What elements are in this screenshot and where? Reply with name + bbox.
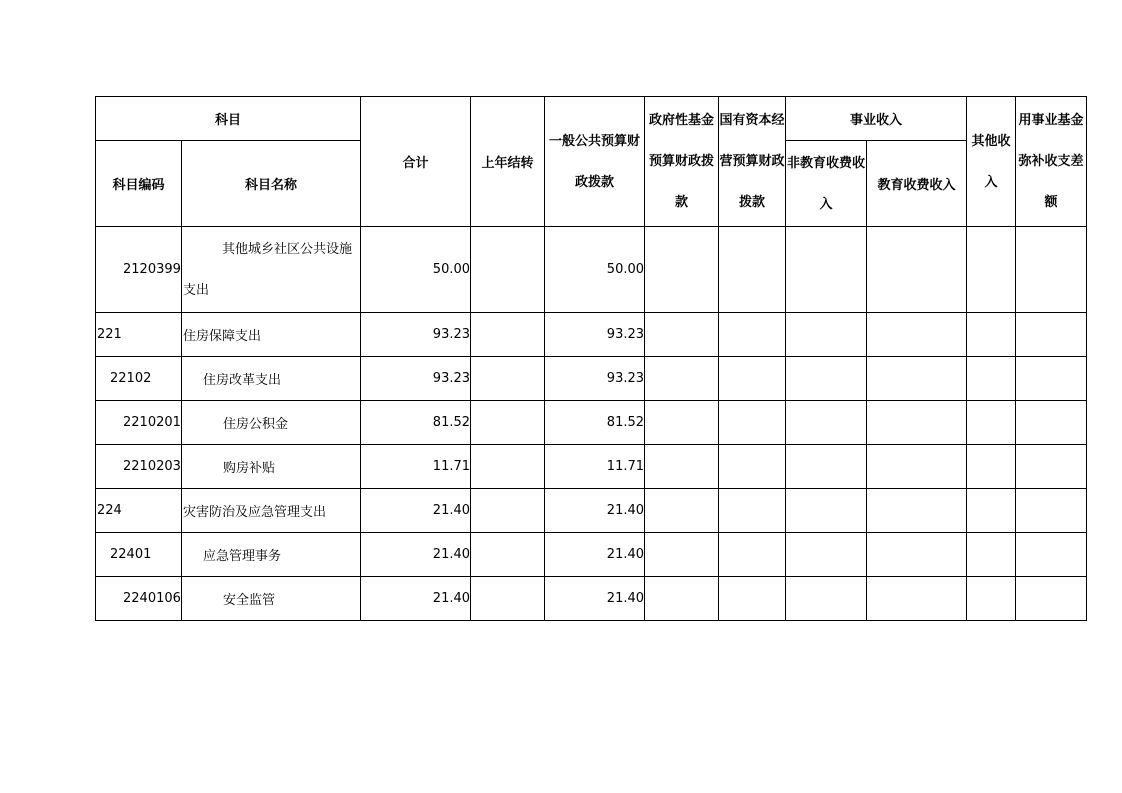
- row-total: 21.40: [361, 577, 471, 621]
- row-name: 住房改革支出: [182, 357, 361, 401]
- row-fund-cover: [1016, 445, 1087, 489]
- table-row: [96, 489, 1087, 533]
- row-total: 11.71: [361, 445, 471, 489]
- row-other-income: [967, 401, 1016, 445]
- row-edu-fee: [867, 445, 967, 489]
- row-gov-fund: [645, 227, 719, 313]
- header-general-budget-label: 一般公共预算财政拨款: [549, 133, 641, 190]
- row-fund-cover: [1016, 489, 1087, 533]
- row-code: 2120399: [96, 227, 182, 313]
- row-total: 50.00: [361, 227, 471, 313]
- row-fund-cover: [1016, 357, 1087, 401]
- row-fund-cover: [1016, 533, 1087, 577]
- row-name: [182, 227, 361, 313]
- table-row: [96, 445, 1087, 489]
- row-code: 224: [96, 489, 182, 533]
- row-fund-cover: [1016, 313, 1087, 357]
- row-name-line: 支出: [183, 282, 210, 298]
- row-carryover: [471, 489, 545, 533]
- header-state-capital-label: 国有资本经营预算财政拨款: [719, 113, 785, 210]
- row-code: 221: [96, 313, 182, 357]
- row-state-capital: [719, 577, 786, 621]
- budget-table: [95, 96, 1087, 621]
- row-state-capital: [719, 313, 786, 357]
- row-general-budget: 81.52: [545, 401, 645, 445]
- row-other-income: [967, 533, 1016, 577]
- row-non-edu-fee: [786, 577, 867, 621]
- row-name: 住房公积金: [182, 401, 361, 445]
- row-state-capital: [719, 401, 786, 445]
- row-non-edu-fee: [786, 357, 867, 401]
- header-edu-fee: 教育收费收入: [867, 141, 967, 227]
- row-name: 安全监管: [182, 577, 361, 621]
- header-other-income: [967, 97, 1016, 227]
- row-general-budget: 21.40: [545, 489, 645, 533]
- row-other-income: [967, 227, 1016, 313]
- row-other-income: [967, 489, 1016, 533]
- header-general-budget: [545, 97, 645, 227]
- row-general-budget: 50.00: [545, 227, 645, 313]
- row-code: 22401: [96, 533, 182, 577]
- row-name: 灾害防治及应急管理支出: [182, 489, 361, 533]
- row-general-budget: 21.40: [545, 533, 645, 577]
- row-gov-fund: [645, 577, 719, 621]
- table-row: [96, 357, 1087, 401]
- row-name-line: 其他城乡社区公共设施: [222, 241, 353, 257]
- header-non-edu-fee-label: 非教育收费收入: [787, 155, 866, 212]
- row-other-income: [967, 313, 1016, 357]
- row-total: 81.52: [361, 401, 471, 445]
- row-code: 2210203: [96, 445, 182, 489]
- header-carryover: 上年结转: [471, 97, 545, 227]
- row-non-edu-fee: [786, 489, 867, 533]
- row-fund-cover: [1016, 227, 1087, 313]
- header-gov-fund: [645, 97, 719, 227]
- row-carryover: [471, 533, 545, 577]
- header-fund-cover: [1016, 97, 1087, 227]
- row-code: 22102: [96, 357, 182, 401]
- row-general-budget: 93.23: [545, 313, 645, 357]
- header-subject: 科目: [96, 97, 361, 141]
- row-non-edu-fee: [786, 401, 867, 445]
- row-state-capital: [719, 445, 786, 489]
- header-business-income: 事业收入: [786, 97, 967, 141]
- row-gov-fund: [645, 533, 719, 577]
- row-edu-fee: [867, 401, 967, 445]
- row-carryover: [471, 357, 545, 401]
- row-other-income: [967, 445, 1016, 489]
- row-gov-fund: [645, 445, 719, 489]
- row-state-capital: [719, 227, 786, 313]
- table-row: [96, 313, 1087, 357]
- header-total: 合计: [361, 97, 471, 227]
- table-row: [96, 533, 1087, 577]
- row-edu-fee: [867, 489, 967, 533]
- row-carryover: [471, 227, 545, 313]
- table-row: [96, 401, 1087, 445]
- row-code: 2210201: [96, 401, 182, 445]
- row-general-budget: 21.40: [545, 577, 645, 621]
- row-carryover: [471, 445, 545, 489]
- row-carryover: [471, 313, 545, 357]
- row-edu-fee: [867, 533, 967, 577]
- row-state-capital: [719, 357, 786, 401]
- table-row: [96, 577, 1087, 621]
- row-state-capital: [719, 533, 786, 577]
- row-total: 93.23: [361, 357, 471, 401]
- row-non-edu-fee: [786, 227, 867, 313]
- row-general-budget: 93.23: [545, 357, 645, 401]
- header-fund-cover-label: 用事业基金弥补收支差额: [1018, 113, 1084, 210]
- row-fund-cover: [1016, 577, 1087, 621]
- row-gov-fund: [645, 357, 719, 401]
- row-carryover: [471, 577, 545, 621]
- row-fund-cover: [1016, 401, 1087, 445]
- row-total: 21.40: [361, 489, 471, 533]
- row-edu-fee: [867, 313, 967, 357]
- row-edu-fee: [867, 357, 967, 401]
- row-non-edu-fee: [786, 313, 867, 357]
- row-total: 93.23: [361, 313, 471, 357]
- row-general-budget: 11.71: [545, 445, 645, 489]
- row-edu-fee: [867, 577, 967, 621]
- row-name: 应急管理事务: [182, 533, 361, 577]
- row-non-edu-fee: [786, 533, 867, 577]
- row-edu-fee: [867, 227, 967, 313]
- row-non-edu-fee: [786, 445, 867, 489]
- row-other-income: [967, 577, 1016, 621]
- row-state-capital: [719, 489, 786, 533]
- header-gov-fund-label: 政府性基金预算财政拨款: [649, 113, 715, 210]
- row-name: 住房保障支出: [182, 313, 361, 357]
- header-non-edu-fee: [786, 141, 867, 227]
- row-name: 购房补贴: [182, 445, 361, 489]
- row-gov-fund: [645, 489, 719, 533]
- row-total: 21.40: [361, 533, 471, 577]
- table-row: [96, 227, 1087, 313]
- header-state-capital: [719, 97, 786, 227]
- header-name: 科目名称: [182, 141, 361, 227]
- row-code: 2240106: [96, 577, 182, 621]
- row-carryover: [471, 401, 545, 445]
- row-gov-fund: [645, 401, 719, 445]
- header-other-income-label: 其他收入: [971, 133, 1011, 190]
- row-other-income: [967, 357, 1016, 401]
- row-gov-fund: [645, 313, 719, 357]
- header-code: 科目编码: [96, 141, 182, 227]
